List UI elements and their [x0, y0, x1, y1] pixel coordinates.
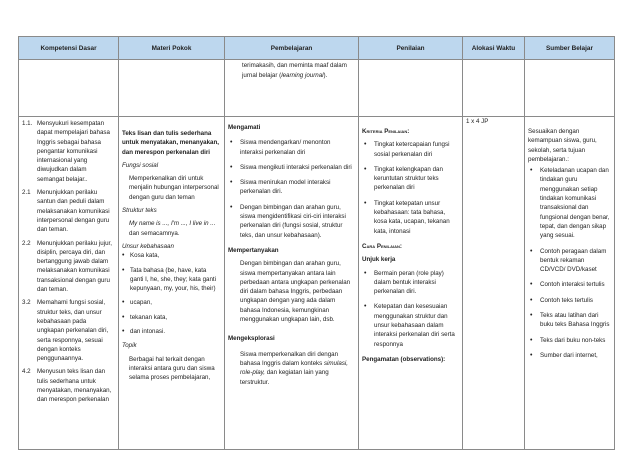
sumber-belajar-cell: [525, 117, 615, 450]
kd-item: 2.2 Menunjukkan perilaku jujur, disiplin, percaya diri, dan bertanggung jawab dalam melaksanakan komunikasi transaksional dengan guru dan teman.: [22, 239, 112, 294]
alokasi-waktu-cell: [463, 117, 525, 450]
penilaian-cell: [359, 117, 463, 450]
sb-item: • Sumber dari internet,: [530, 351, 598, 359]
pn-kriteria-item: • Tingkat ketercapaian fungsi sosial perkenalan diri: [364, 141, 450, 158]
header-kompetensi-dasar: Kompetensi Dasar: [19, 37, 119, 60]
pn-kriteria-item: • Tingkat ketepatan unsur kebahasaan: tata bahasa, kosa kata, ucapan, tekanan kata, intonasi: [364, 199, 450, 235]
sb-item: • Contoh teks tertulis: [530, 296, 593, 304]
mp-struktur-text: My name is ..., I'm ..., I live in ... dan semacamnya.: [129, 220, 216, 237]
syllabus-table: [18, 36, 615, 450]
kd-item: 3.2 Memahami fungsi sosial, struktur teks, dan unsur kebahasaan pada ungkapan perkenalan diri, serta responnya, sesuai dengan konteks penggunaannya.: [22, 299, 109, 363]
cont-pn-cell: [359, 60, 463, 117]
mp-unsur-item: • Tata bahasa (be, have, kata ganti I, he, she, they; kata ganti kepunyaan, my, your, his, their): [122, 266, 216, 293]
mp-fungsi-label: Fungsi sosial: [122, 161, 159, 169]
sb-item: • Contoh interaksi tertulis: [530, 281, 605, 289]
header-materi-pokok: Materi Pokok: [119, 37, 225, 60]
sb-item: • Contoh peragaan dalam bentuk rekaman CD/VCD/ DVD/kaset: [530, 247, 607, 274]
cont-sb-cell: [525, 60, 615, 117]
mp-topik-label: Topik: [122, 342, 137, 350]
sb-item: • Keteladanan ucapan dan tindakan guru menggunakan setiap tindakan komunikasi transaksional dan fungsional dengan benar, tepat, dan dengan sikap yang sesuai.: [530, 167, 610, 240]
mp-unsur-item: • ucapan,: [122, 299, 153, 307]
pb-mengeksplorasi-label: Mengeksplorasi: [228, 335, 275, 343]
continuation-row: [19, 60, 615, 117]
header-pembelajaran: Pembelajaran: [225, 37, 359, 60]
mp-struktur-label: Struktur teks: [122, 207, 157, 215]
mp-fungsi-text: Memperkenalkan diri untuk menjalin hubungan interpersonal dengan guru dan teman: [129, 175, 219, 201]
alokasi-waktu-value: 1 x 4 JP: [466, 118, 489, 125]
pb-mengamati-item: • Siswa mendengarkan/ menonton interaksi perkenalan diri: [230, 139, 331, 156]
mp-unsur-item: • Kosa kata,: [122, 252, 160, 260]
pb-mengamati-item: • Siswa menirukan model interaksi perkenalan diri.: [230, 179, 331, 196]
cont-pb-cell: [225, 60, 359, 117]
pn-cara-label: Cara Penilaian:: [362, 242, 402, 250]
kd-item: 4.2 Menyusun teks lisan dan tulis sederhana untuk menyatakan, menanyakan, dan merespon perkenalan: [22, 368, 112, 404]
pn-unjuk-item: • Ketepatan dan kesesuaian menggunakan struktur dan unsur kebahasaan dalam interaksi perkenalan diri serta responnya: [364, 303, 455, 348]
pb-mengamati-label: Mengamati: [228, 124, 261, 131]
mp-title: Teks lisan dan tulis sederhana untuk menyatakan, menanyakan, dan merespon perkenalan diri: [122, 130, 219, 156]
mp-unsur-item: • tekanan kata,: [122, 313, 168, 321]
pb-mengamati-item: • Dengan bimbingan dan arahan guru, siswa mengidentifikasi ciri-ciri interaksi perkenalan diri (fungsi sosial, struktur teks, dan unsur kebahasaan).: [230, 203, 346, 239]
sb-item: • Teks dari buku non-teks: [530, 336, 606, 344]
materi-pokok-cell: [119, 117, 225, 450]
mp-unsur-label: Unsur kebahasaan: [122, 242, 174, 250]
mp-unsur-item: • dan intonasi.: [122, 328, 166, 336]
kompetensi-dasar-cell: [19, 117, 119, 450]
pb-mempertanyakan-label: Mempertanyakan: [228, 246, 279, 254]
kd-item: 1.1. Mensyukuri kesempatan dapat mempelajari bahasa Inggris sebagai bahasa pengantar komunikasi internasional yang diwujudkan dalam semangat belajar..: [22, 120, 110, 183]
cont-pb-line1: terimakasih, dan meminta maaf dalam: [242, 62, 347, 69]
pb-mempertanyakan-text: Dengan bimbingan dan arahan guru, siswa mempertanyakan antara lain perbedaan antara ungkapan perkenalan diri dalam bahasa Inggris, perbedaan ungkapan dengan yang ada dalam bahasa Indonesia, kemungkinan menggunakan ungkapan lain, dsb.: [240, 260, 351, 324]
content-row: [19, 117, 615, 450]
cont-aw-cell: [463, 60, 525, 117]
pn-unjuk-label: Unjuk kerja: [362, 256, 396, 264]
pn-kriteria-label: Kriteria Penilaian:: [362, 128, 410, 135]
cont-mp-cell: [119, 60, 225, 117]
header-row: [19, 37, 615, 60]
pb-mengamati-item: • Siswa mengikuti interaksi perkenalan diri: [230, 163, 352, 171]
header-alokasi-waktu: Alokasi Waktu: [463, 37, 525, 60]
cont-kd-cell: [19, 60, 119, 117]
sb-item: • Teks atau latihan dari buku teks Bahasa Inggris: [530, 312, 610, 329]
pn-pengamatan-label: Pengamatan (observations):: [362, 355, 446, 363]
kd-item: 2.1 Menunjukkan perilaku santun dan peduli dalam melaksanakan komunikasi interpersonal dengan guru dan teman.: [22, 189, 110, 234]
pn-unjuk-item: • Bermain peran (role play) dalam bentuk interaksi perkenalan diri.: [364, 269, 444, 296]
pembelajaran-cell: [225, 117, 359, 450]
header-penilaian: Penilaian: [359, 37, 463, 60]
header-sumber-belajar: Sumber Belajar: [525, 37, 615, 60]
pb-mengeksplorasi-text: Siswa memperkenalkan diri dengan bahasa Inggris dalam konteks simulasi, role-play, dan kegiatan lain yang terstruktur.: [240, 350, 349, 386]
mp-topik-text: Berbagai hal terkait dengan interaksi antara guru dan siswa selama proses pembelajaran,: [129, 355, 215, 382]
cont-pb-line2: jurnal belajar (learning journal).: [242, 72, 328, 79]
syllabus-sheet: [18, 36, 614, 450]
sb-intro: Sesuaikan dengan kemampuan siswa, guru, sekolah, serta tujuan pembelajaran.:: [528, 128, 597, 163]
pn-kriteria-item: • Tingkat kelengkapan dan keruntutan struktur teks perkenalan diri: [364, 165, 443, 192]
